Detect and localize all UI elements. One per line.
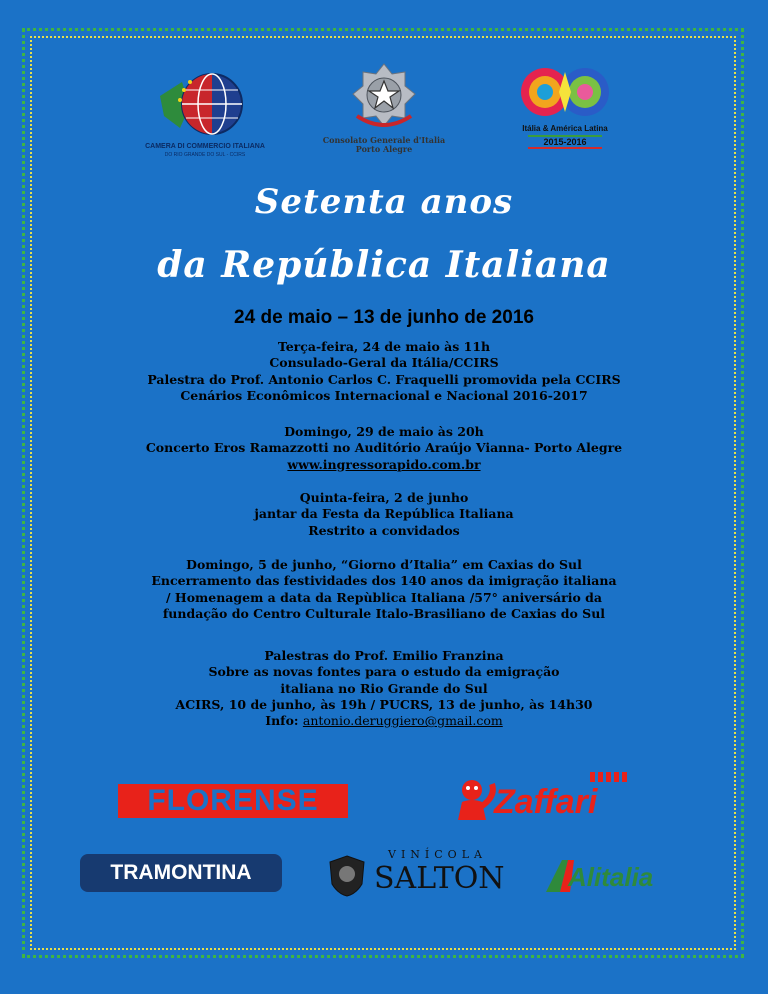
- salton-crest-icon: [326, 854, 368, 898]
- event-line: jantar da Festa da República Italiana: [254, 506, 514, 522]
- florense-logo: [118, 784, 348, 818]
- zaffari-logo-text: Zaffari: [494, 783, 598, 821]
- event-line: Domingo, 5 de junho, “Giorno d’Italia” em Caxias do Sul: [186, 557, 582, 572]
- event-line: Terça-feira, 24 de maio às 11h: [277, 339, 491, 354]
- camera-logo-line1: CAMERA DI COMMERCIO ITALIANA: [145, 143, 265, 150]
- globe-icon: [150, 68, 260, 138]
- event-block-2: [0, 424, 768, 473]
- event-line: Consulado-Geral da Itália/CCIRS: [269, 355, 499, 371]
- salton-logo-text: SALTON: [374, 861, 505, 896]
- alitalia-logo: [542, 858, 688, 896]
- event-block-4: [0, 557, 768, 622]
- ingresso-rapido-link[interactable]: www.ingressorapido.com.br: [287, 456, 481, 472]
- event-line: Encerramento das festividades dos 140 anos da imigração italiana: [151, 573, 617, 589]
- colorful-infinity-icon: [515, 62, 615, 120]
- consolato-logo-line1: Consolato Generale d'Italia: [322, 135, 446, 145]
- italia-al-line1: Itália & América Latina: [522, 124, 608, 133]
- event-block-1: [0, 339, 768, 404]
- alitalia-logo-text: Alitalia: [568, 862, 654, 892]
- title-line-1: Setenta anos: [254, 182, 514, 222]
- title-line-2: da República Italiana: [157, 244, 611, 286]
- camera-commercio-logo: [140, 68, 270, 160]
- event-line: Domingo, 29 de maio às 20h: [284, 424, 484, 439]
- event-line: Concerto Eros Ramazzotti no Auditório Araújo Vianna- Porto Alegre: [145, 440, 623, 456]
- event-line: / Homenagem a data da Repùblica Italiana /57° aniversário da: [165, 589, 603, 605]
- italia-al-years: 2015-2016: [528, 135, 602, 149]
- zaffari-mascot-icon: [452, 776, 498, 826]
- tramontina-logo: [80, 854, 282, 892]
- event-line: italiana no Rio Grande do Sul: [280, 680, 488, 696]
- tramontina-logo-text: TRAMONTINA: [110, 861, 252, 884]
- salton-top-text: VINÍCOLA: [388, 848, 487, 861]
- italian-emblem-icon: [349, 60, 419, 132]
- zaffari-logo: [452, 772, 640, 828]
- consolato-logo: [300, 60, 468, 154]
- event-line: ACIRS, 10 de junho, às 19h / PUCRS, 13 de junho, às 14h30: [175, 696, 593, 712]
- event-block-3: [0, 490, 768, 539]
- info-line: [0, 713, 768, 729]
- event-line: Palestras do Prof. Emilio Franzina: [264, 648, 504, 663]
- consolato-logo-line2: Porto Alegre: [355, 144, 413, 154]
- event-line: Quinta-feira, 2 de junho: [299, 490, 469, 505]
- event-line: Palestra do Prof. Antonio Carlos C. Fraquelli promovida pela CCIRS: [147, 371, 621, 387]
- event-block-5: [0, 648, 768, 729]
- date-range: 24 de maio – 13 de junho de 2016: [234, 307, 534, 328]
- info-email-link[interactable]: antonio.deruggiero@gmail.com: [302, 713, 503, 729]
- event-line: Restrito a convidados: [308, 522, 460, 538]
- event-line: Sobre as novas fontes para o estudo da emigração: [208, 664, 560, 680]
- event-line: Cenários Econômicos Internacional e Nacional 2016-2017: [180, 387, 588, 403]
- salton-logo: [326, 848, 510, 900]
- event-line: fundação do Centro Culturale Italo-Brasiliano de Caxias do Sul: [162, 605, 606, 621]
- florense-logo-text: FLORENSE: [147, 784, 319, 817]
- camera-logo-line2: DO RIO GRANDE DO SUL - CCIRS: [164, 152, 246, 158]
- awning-icon: [590, 772, 630, 782]
- info-label: Info:: [265, 713, 299, 729]
- italia-america-latina-logo: [510, 62, 620, 149]
